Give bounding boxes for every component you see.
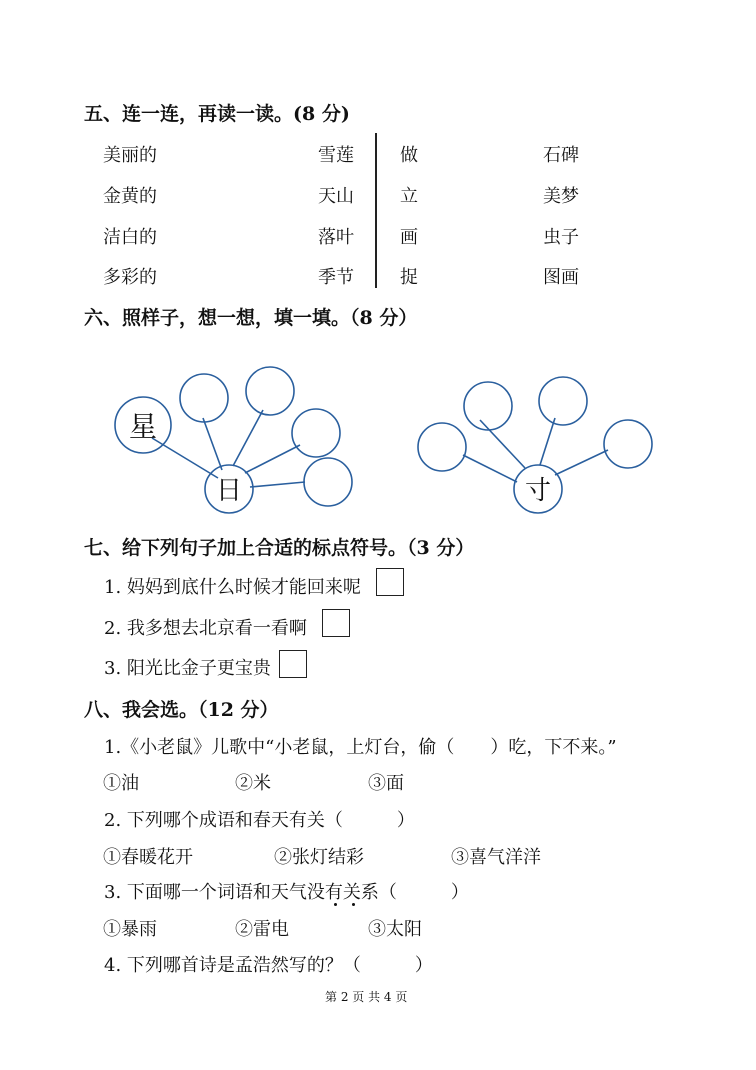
option[interactable]: ③面 (368, 773, 404, 794)
word-web-diagrams (0, 360, 756, 520)
word: 画 (400, 227, 418, 248)
word: 美丽的 (103, 145, 157, 166)
question-3: 3. 下面哪一个词语和天气没有关系（ ） (104, 882, 469, 903)
word: 多彩的 (103, 267, 157, 288)
emphasis-dot (334, 903, 337, 906)
section5-title: 五、连一连，再读一读。(8 分) (84, 103, 350, 125)
example-character: 星 (128, 410, 158, 443)
question-4: 4. 下列哪首诗是孟浩然写的？（ ） (104, 955, 433, 976)
section8-title: 八、我会选。（12 分） (84, 699, 279, 721)
punctuation-answer-box[interactable] (376, 568, 404, 596)
word: 季节 (318, 267, 354, 288)
punctuation-answer-box[interactable] (322, 609, 350, 637)
sentence-2: 2. 我多想去北京看一看啊 (104, 618, 307, 639)
question-2: 2. 下列哪个成语和春天有关（ ） (104, 810, 415, 831)
section7-title: 七、给下列句子加上合适的标点符号。（3 分） (84, 537, 475, 559)
center-character-right: 寸 (524, 476, 552, 506)
word: 美梦 (543, 186, 579, 207)
word: 石碑 (543, 145, 579, 166)
question-1: 1.《小老鼠》儿歌中“小老鼠，上灯台，偷（ ）吃，下不来。” (104, 737, 617, 758)
word: 洁白的 (103, 227, 157, 248)
option[interactable]: ③太阳 (368, 919, 422, 940)
option[interactable]: ③喜气洋洋 (451, 847, 541, 868)
emphasis-dot (352, 903, 355, 906)
word: 做 (400, 145, 418, 166)
sentence-1: 1. 妈妈到底什么时候才能回来呢 (104, 577, 361, 598)
word: 落叶 (318, 227, 354, 248)
word: 雪莲 (318, 145, 354, 166)
option[interactable]: ②米 (235, 773, 271, 794)
center-character-left: 日 (215, 476, 243, 506)
option[interactable]: ①暴雨 (103, 919, 157, 940)
section6-title: 六、照样子，想一想，填一填。（8 分） (84, 307, 418, 329)
word: 捉 (400, 267, 418, 288)
word: 立 (400, 186, 418, 207)
page-footer: 第 2 页 共 4 页 (325, 990, 408, 1004)
option[interactable]: ①春暖花开 (103, 847, 193, 868)
word: 金黄的 (103, 186, 157, 207)
option[interactable]: ②张灯结彩 (274, 847, 364, 868)
word: 图画 (543, 267, 579, 288)
sentence-3: 3. 阳光比金子更宝贵 (104, 658, 271, 679)
column-divider (375, 133, 377, 288)
punctuation-answer-box[interactable] (279, 650, 307, 678)
word: 天山 (318, 186, 354, 207)
option[interactable]: ①油 (103, 773, 139, 794)
word: 虫子 (543, 227, 579, 248)
option[interactable]: ②雷电 (235, 919, 289, 940)
